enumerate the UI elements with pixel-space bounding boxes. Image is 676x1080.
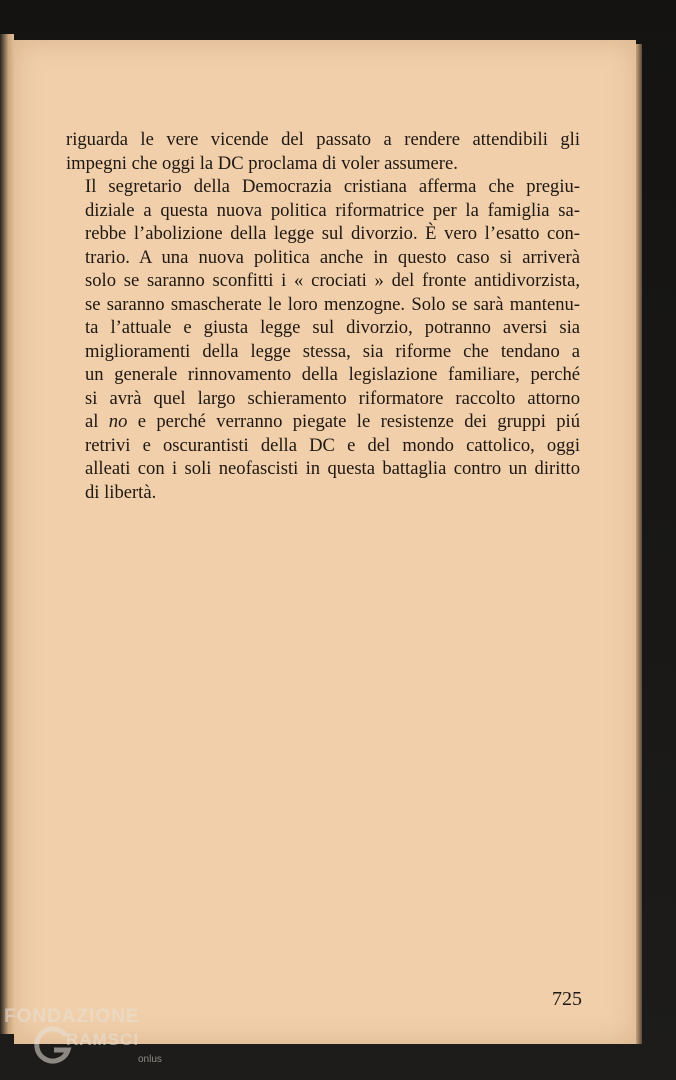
text-line: solo se saranno sconfitti i « crociati » del fronte antidivorzista, xyxy=(85,270,580,291)
text-fragment: al xyxy=(85,411,109,432)
text-line: si avrà quel largo schieramento riformatore raccolto attorno xyxy=(85,387,580,409)
text-line: se saranno smascherate le loro menzogne. Solo se sarà mantenu- xyxy=(85,293,580,315)
page-number: 725 xyxy=(552,988,582,1010)
text-line-with-italic xyxy=(66,410,580,434)
text-line: rebbe l’abolizione della legge sul divorzio. È vero l’esatto con- xyxy=(85,223,580,244)
paragraph-1 xyxy=(66,128,580,175)
text-line: Il segretario della Democrazia cristiana afferma che pregiu- xyxy=(85,176,580,197)
text-line: alleati con i soli neofascisti in questa battaglia contro un diritto xyxy=(85,458,580,479)
text-line: impegni che oggi la DC proclama di voler assumere. xyxy=(66,152,458,174)
text-fragment xyxy=(127,411,137,432)
book-left-edge xyxy=(0,34,14,1034)
text-line: miglioramenti della legge stessa, sia riforme che tendano a xyxy=(85,340,580,362)
paragraph-2 xyxy=(66,175,580,504)
text-fragment: e perché verranno piegate le resistenze dei gruppi piú xyxy=(137,411,580,432)
body-text xyxy=(66,128,580,504)
text-line: un generale rinnovamento della legislazione familiare, perché xyxy=(85,364,580,385)
text-line: retrivi e oscurantisti della DC e del mondo cattolico, oggi xyxy=(85,434,580,456)
italic-word: no xyxy=(108,411,128,432)
text-line: diziale a questa nuova politica riformatrice per la famiglia sa- xyxy=(85,199,580,221)
fondazione-gramsci-watermark xyxy=(4,1006,174,1076)
text-line: trario. A una nuova politica anche in questo caso si arriverà xyxy=(85,246,580,268)
text-line: di libertà. xyxy=(85,481,157,503)
watermark-suffix: onlus xyxy=(138,1054,162,1065)
watermark-line-2: RAMSCI xyxy=(66,1030,140,1049)
text-line: ta l’attuale e giusta legge sul divorzio, potranno aversi sia xyxy=(85,317,580,338)
text-line: riguarda le vere vicende del passato a rendere attendibili gli xyxy=(66,129,580,150)
watermark-line-1: FONDAZIONE xyxy=(4,1006,140,1027)
page-right-edge xyxy=(636,44,642,1044)
